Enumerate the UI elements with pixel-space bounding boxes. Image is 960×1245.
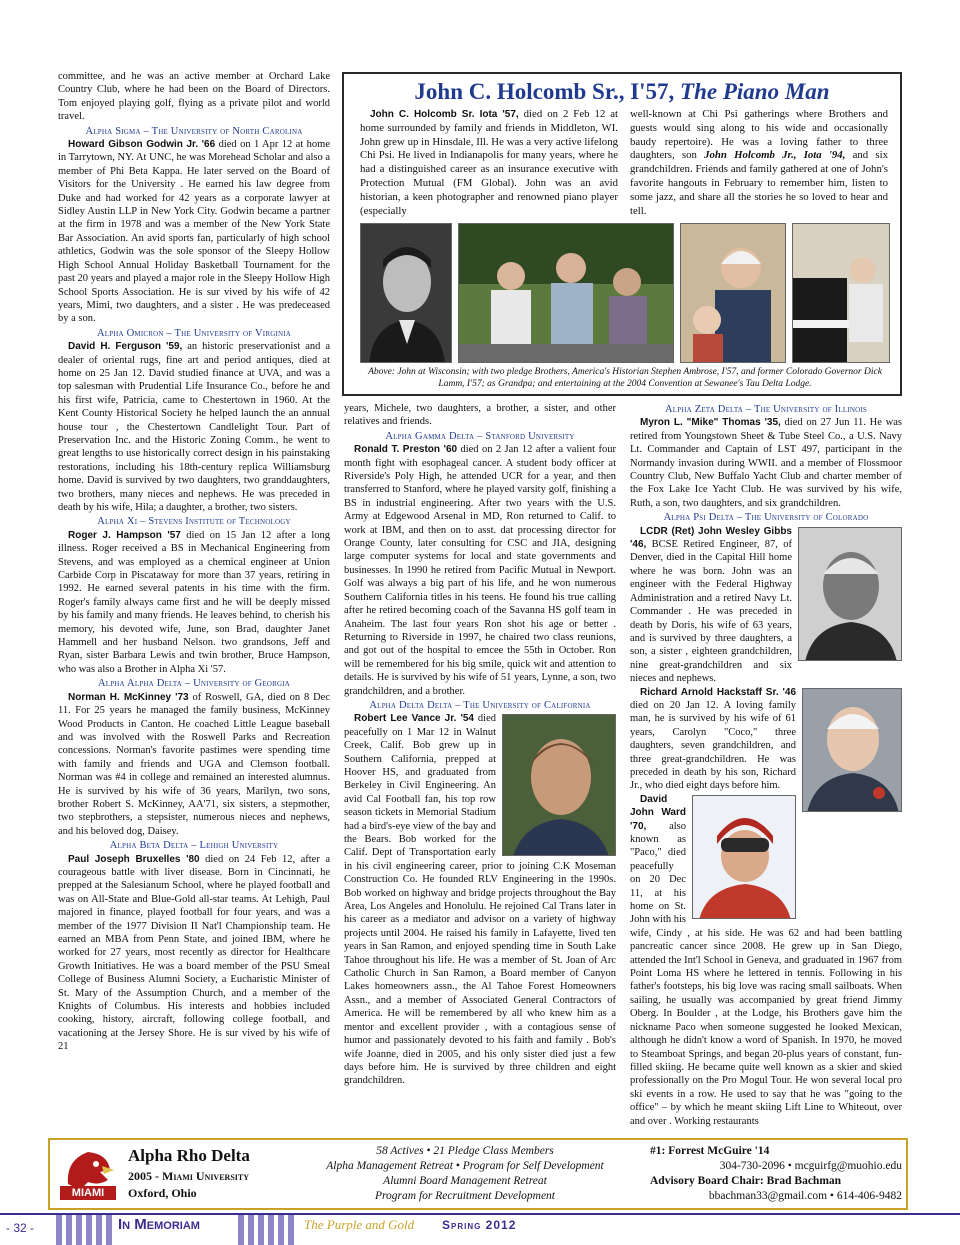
photo-three-brothers	[458, 223, 674, 363]
photo-hackstaff	[802, 688, 902, 812]
obit-text: died on 15 Jan 12 after a long illness. Roger received a BS in Mechanical Engineering from Stevens, and was employed as a chemical engineer at Union Carbide Corp in Piscataway for more than 37 years, retiring in 1992. He earned several patents in his time with the firm. Roger's family always came first and he will be deeply missed by his family and many friends. He leaves behind, to cherish his memory, his devoted wife, June, son Brad, daughter Janet Hammell and her husband Nelson. two grandsons, Jeff and Ryan, sister Barbara Lewis and twin brother, Bruce Hampson, who was also a Brother in Alpha Xi '57.	[58, 529, 330, 675]
obituary	[58, 138, 330, 326]
chapter-heading: Alpha Beta Delta – Lehigh University	[109, 840, 279, 852]
obit-text: and six grandchildren. Friends and family gathered at one of John's favorite hangouts in February to remember him, listen to some jazz, and share all the stories he so loved to hear and tell.	[630, 149, 889, 217]
obit-text: died on 1 Apr 12 at home in Tarrytown, NY. At UNC, he was Morehead Scholar and also a member of Phi Beta Kappa. He later served on the Board of Visitors for the University . He earned his law degree from Duke and had worked for 42 years as a corporate lawyer at Sidley Austin LLP in New York City. Godwin became a partner at the firm in 1978 and was a member of the New York State Bar Association. An avid sports fan, particularly of high school athletics, Godwin was the sole sponsor of the Sleepy Hollow High School Annual Holiday Basketball Tournament for the past 20 years and played a major role in the Sleepy Hollow High School Sports Association. He is sur vived by his wife of 42 years, Mimi, two daughters, and a sister . He was predeceased by a son.	[58, 139, 330, 325]
obit-text: of Roswell, GA, died on 8 Dec 11. For 25 years he managed the family business, McKinney Wood Products in Canton. He coached Little League baseball and was involved with the Roswell Parks and Recreation concessions. Norman's favorite pastimes were spending time with family and friends and UGA and Clemson football. Norman was #4 in college and remained an interested alumnus. He is survived by his wife of 36 years, Marilyn, two sons, brother Robert S. McKinney, AA'71, six sisters, a stepmother, two stepbrothers, a stepsister, numerous nieces and nephews, and his beloved dog, Daisey.	[58, 691, 330, 837]
grandpa-image	[681, 224, 786, 363]
issue-label: Spring 2012	[442, 1218, 517, 1232]
feature-right-text	[630, 108, 888, 218]
section-label: In Memoriam	[118, 1216, 200, 1233]
obit-name: LCDR (Ret) John Wesley Gibbs '46,	[630, 525, 792, 551]
middle-column	[344, 402, 616, 1088]
obit-text: died on 2 Jan 12 after a valient four month fight with esophageal cancer. A student body officer at Riverside's Poly High, he attended UCR for a year, and then transferred to Stanford, where he played varsity golf, finishing a BS in industrial engineering. After two years with the U.S. Army at Edgewood Arsenal in MD, Ron returned to Calif. to work at IBM, and then on to asst. dat processing director for Orange County, later consulting for CSC and JIA, designing large computer systems for local and state governments and businesses. In 1990 he retired from Pacific Mutual in Newport. Golf was always a big part of his life, and he won numerous Southern California titles in his teens. He found his true calling after he retired becoming coach of the Savanna HS golf team in Anaheim. The last four years Ron shot his age or better . Returning to Riverside in 1997, he chaired two class reunions, and got out of the hospital to emcee the 55th in October. Ron will be remembered for his big smile, quick wit and attention to details. He is survived by his wife of 51 years, Lynne, a son, two grandchildren, and a brother.	[344, 444, 616, 697]
obit-name: John Holcomb Jr., Iota '94,	[704, 149, 846, 162]
chapter-heading: Alpha Zeta Delta – The University of Illinois	[665, 404, 867, 415]
contact-info: bbachman33@gmail.com • 614-406-9482	[708, 1190, 902, 1202]
chapter-contacts	[650, 1144, 902, 1204]
chapter-heading: Alpha Delta Delta – The University of California	[369, 699, 591, 711]
chapter-school: 2005 - Miami University	[128, 1169, 249, 1183]
obit-name: Richard Arnold Hackstaff Sr. '46	[640, 686, 796, 698]
obituary	[58, 853, 330, 1054]
obit-text: well-known at Chi Psi gatherings where Brothers and guests would sing along to his wide and occasionally baudy repertoire). He was a loving father to three daughters, son	[630, 108, 888, 162]
feature-obituary	[360, 108, 618, 218]
chapter-programs	[305, 1144, 625, 1204]
obit-name: Howard Gibson Godwin Jr. '66	[68, 139, 216, 151]
photo-ward	[692, 795, 796, 919]
photo-young-john	[360, 223, 452, 363]
stats-line: 58 Actives • 21 Pledge Class Members	[376, 1145, 554, 1157]
chapter-heading: Alpha Gamma Delta – Stanford University	[385, 430, 575, 442]
obit-text: an historic preservationist and a dealer of oriental rugs, fine art and period antiques, died at home on 25 Jan 12. David studied finance at UVA, and was a top salesman with Prudential Life Insurance Co., before he and his first wife, Patricia, came to Chestertown in 1960. At the Kent County Historical Society he helped launch the an annual house tour , the Chestertown Candlelight Tour. Part of Preservation Inc. and the Historic Zoning Comm., he went to great lengths to use historically correct design in his painstaking restorations, including his 18th-century replica Williamsburg home. David is survived by two daughters, two granddaughters, two brothers, many nieces and nephews. He was preceded in death by his wife, Hila; a daughter, a brother, two sisters.	[58, 341, 330, 513]
obit-text: committee, and he was an active member at Orchard Lake Country Club, where he had been on the Board of Directors. Tom enjoyed playing golf, flying as a private pilot and world travel.	[58, 71, 330, 123]
chapter-heading: Alpha Xi – Stevens Institute of Technology	[97, 516, 291, 528]
obit-text: also known as "Paco," died peacefully on 20 Dec 11, at his home on St. John with his wife, Cindy , at his side. He was 62 and had been battling pancreatic cancer since 2008. He grew up in San Diego, attended the Int'l School in Geneva, and graduated in 1967 from Point Loma HS where he lettered in tennis. Following in his father's footsteps, his big love was racing small sailboats. When sailing, he usually was accompanied by great friend Jimmy Oberg. In Boulder , at the Lodge, his Brothers gave him the nickname Paco when someone suggested he looked Mexican, although he didn't know a word of Spanish. In 1970, he moved to Steamboat Springs, and began 20-plus years of constant, fun-filled skiing. He became quite well known as a skier and skied professionally on the Pro Mogul Tour. He won several local pro ski events in a row. He used to say that he was "going to the office" – by which he meant skiing Lift Line to Whiteout, over and over . Working restaurants	[630, 820, 902, 1127]
obit-name: Ronald T. Preston '60	[354, 444, 458, 456]
chapter-heading: Alpha Omicron – The University of Virginia	[96, 327, 292, 339]
photo-piano	[792, 223, 890, 363]
obit-name: Norman H. McKinney '73	[68, 691, 189, 703]
portrait-image	[361, 224, 452, 363]
chapter-name: Alpha Rho Delta	[128, 1146, 250, 1165]
obit-name: David John Ward '70,	[630, 793, 686, 832]
obit-text: died on 20 Jan 12. A loving family man, he is survived by his wife of 61 years, Carolyn "Coco," three daughters, seven grandchildren, and three great-grandchildren. He was preceded in death by his son, Richard Jr., who died eight days before him.	[630, 699, 796, 792]
obit-name: Paul Joseph Bruxelles '80	[68, 853, 200, 865]
feature-continued	[630, 108, 888, 218]
chapter-heading: Alpha Sigma – The University of North Carolina	[85, 125, 303, 137]
obituary	[344, 443, 616, 698]
hackstaff-image	[803, 689, 902, 812]
feature-title-italic: The Piano Man	[680, 79, 830, 104]
program-line: Program for Recruitment Development	[374, 1190, 556, 1202]
obit-text: years, Michele, two daughters, a brother, a sister, and other relatives and friends.	[344, 403, 616, 428]
obit-text: died on 2 Feb 12 at home surrounded by family and friends in Middleton, WI. John grew up in Hinsdale, Ill. He was a very active lifelong Chi Psi. He lived in Indianapolis for many years, where he had a distinguished career as an insurance executive with Protection Mutual (FM Global). John was an avid historian, a keen photographer and renowned piano player (especially	[360, 108, 619, 217]
obit-text: died peacefully on 1 Mar 12 in Walnut Creek, Calif. Bob grew up in Southern California, prepped at Hoover HS, and graduated from Berkeley in Civil Engineering. An avid Cal Football fan, his top row season tickets in Memorial Stadium had a bird's-eye view of the bay and the Bears. Bob worked for the Calif. Dept of Transportation early in his civil engineering career, prior to joining C.K Moseman Construction Co. He founded RLV Engineering in the 1990s. Bob worked on highway and bridge projects throughout the Bay Area, Los Angeles and Honolulu. He rejoined Cal Trans later in his career as a mediator and advisor on a variety of highway projects until 2004. He raised his family in Lafayette, lived ten years in San Ramon, and enjoyed spending time in South Lake Tahoe throughout his life. He was a member of St. Joan of Arc Catholic Church in San Ramon, a Board member of Canyon Lakes homeowners assn., the Al Tahoe Forest Homeowners Assn., and a member of Associated General Contractors of America. He will be remembered by all who knew him as a mentor and excellent provider , with a contagious sense of humor and passionately devoted to his faith and family . Bob's wife Joanne, died in 2005, and his only sister died just a few days before him. He is survived by three children and eight grandchildren.	[344, 713, 616, 1087]
feature-caption: Above: John at Wisconsin; with two pledge Brothers, America's Historian Stephen Ambrose, I'57, and former Colorado Governor Dick Lamm, I'57; as Grandpa; and entertaining at the 2004 Convention at Sewanee's Tau Delta Lodge.	[368, 367, 882, 389]
obituary	[630, 416, 902, 510]
chapter-info-box	[48, 1138, 908, 1210]
right-column	[630, 402, 902, 1128]
obituary	[58, 340, 330, 514]
group-photo-image	[459, 224, 674, 363]
photo-gibbs	[798, 527, 902, 661]
obit-name: Myron L. "Mike" Thomas '35,	[640, 417, 781, 429]
obit-name: David H. Ferguson '59,	[68, 341, 183, 353]
feature-title	[344, 79, 900, 105]
obit-name: Robert Lee Vance Jr. '54	[354, 713, 474, 725]
program-line: Alumni Board Management Retreat	[383, 1175, 547, 1187]
photo-vance	[502, 714, 616, 856]
left-column	[58, 70, 330, 1054]
photo-grandpa	[680, 223, 786, 363]
contact-label: #1: Forrest McGuire '14	[650, 1145, 770, 1157]
obit-text: BCSE Retired Engineer, 87, of Denver, died in the Capital Hill home where he was born. John was an engineer with the Federal Highway Administration and a retired Navy Lt. Commander . He was preceded in death by Doris, his wife of 63 years, and is survived by three daughters, a son, a sister , eighteen grandchildren, nine great-grandchildren and six nieces and nephews.	[630, 539, 792, 685]
feature-title-text: John C. Holcomb Sr., I'57,	[414, 79, 675, 104]
ward-image	[693, 796, 796, 919]
chapter-heading: Alpha Psi Delta – The University of Colorado	[663, 512, 869, 524]
chapter-location: Oxford, Ohio	[128, 1186, 197, 1200]
logo-text: MIAMI	[71, 1187, 105, 1199]
obituary	[58, 529, 330, 676]
program-line: Alpha Management Retreat • Program for Self Development	[326, 1160, 604, 1172]
vance-image	[503, 715, 616, 856]
bottom-bar	[0, 1213, 960, 1245]
chapter-heading: Alpha Alpha Delta – University of Georgia	[97, 678, 291, 690]
obit-text: died on 27 Jun 11. He was retired from Youngstown Sheet & Tube Steel Co., a U.S. Navy Lt. Commander and Captain of LST 497, participant in the Normandy invasion during WWII. and a member of Flossmoor Country Club, New Buffalo Yacht Club and charter member of the Fox Lake Ice Yacht Club. He was survived by his wife, Ruth, a son, two daughters, and six grandchildren.	[630, 417, 902, 509]
piano-image	[793, 224, 890, 363]
magazine-title: The Purple and Gold	[304, 1217, 415, 1232]
chapter-logo	[58, 1146, 118, 1204]
obit-text: died on 24 Feb 12, after a courageous battle with liver disease. Born in Cincinnati, he prepped at the Salesianum School, where he played football and was on All-State and Blue-Gold all-star teams. At Lehigh, Paul majored in finance, played football for four years, and was a member of the 1977 Division II Nat'l Championship team. He earned an MBA from Penn State, and joined IBM, where he worked for 27 years, most recently as director for Healthcare Growth Initiatives. He was a board member of the PSU Smeal College of Business Alumni Society, a Eucharistic Minister of St. Mary of the Assumption Church, and a member of the Knights of Columbus. His interests and hobbies included cooking, history, aircraft, following college football, and vacationing at the Jersey Shore. He is sur vived by his wife of 21	[58, 853, 330, 1053]
gibbs-image	[799, 528, 902, 661]
contact-info: 304-730-2096 • mcguirfg@muohio.edu	[719, 1160, 902, 1172]
page-number: - 32 -	[6, 1221, 35, 1235]
feature-left-text	[360, 108, 618, 218]
obit-name: John C. Holcomb Sr. Iota '57,	[370, 109, 519, 120]
contact-label: Advisory Board Chair: Brad Bachman	[650, 1175, 842, 1187]
obit-name: Roger J. Hampson '57	[68, 529, 181, 541]
obituary	[58, 691, 330, 838]
